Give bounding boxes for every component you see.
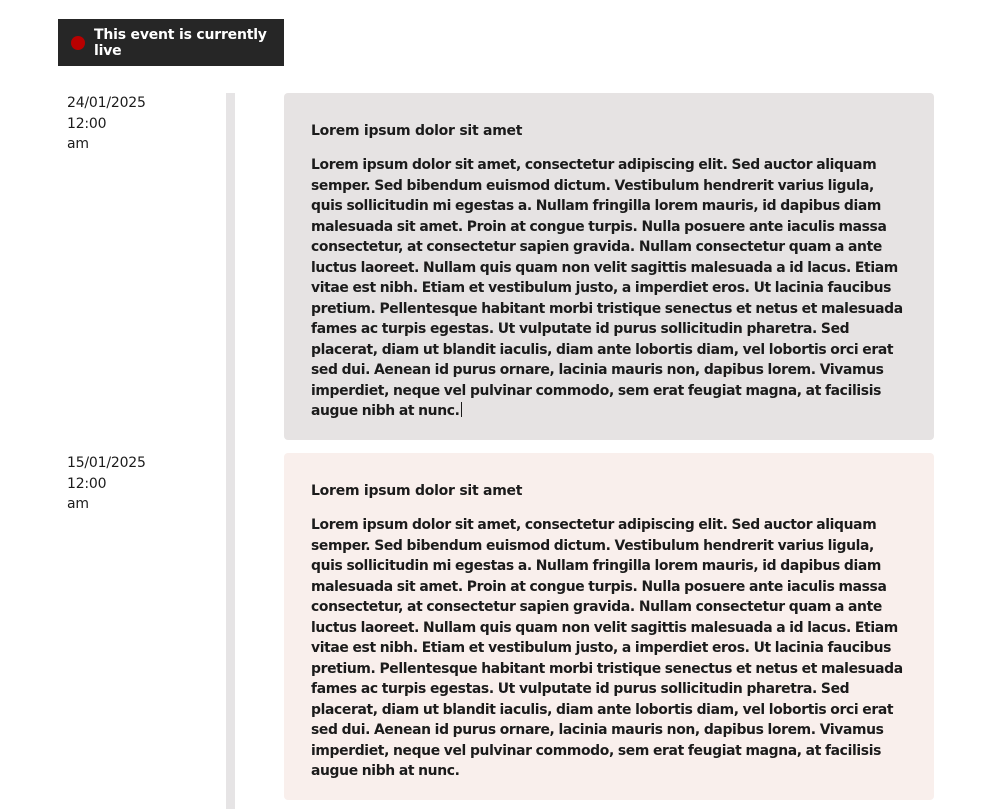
entry-title: Lorem ipsum dolor sit amet	[311, 483, 523, 499]
timeline-entry-card-1	[284, 93, 934, 440]
text-cursor	[461, 402, 462, 417]
entry-date-day: 24/01/2025	[67, 95, 146, 111]
entry-date-2	[67, 453, 187, 515]
entry-body-text[interactable]: Lorem ipsum dolor sit amet, consectetur adipiscing elit. Sed auctor aliquam semper. Sed bibendum euismod dictum. Vestibulum hendrerit varius ligula, quis sollicitudin mi egestas a. Nullam fringilla lorem mauris, id dapibus diam malesuada sit amet. Proin at congue turpis. Nulla posuere ante iaculis massa consectetur, at consectetur sapien gravida. Nullam consectetur quam a ante luctus laoreet. Nullam quis quam non velit sagittis malesuada a id lacus. Etiam vitae est nibh. Etiam et vestibulum justo, a imperdiet eros. Ut lacinia faucibus pretium. Pellentesque habitant morbi tristique senectus et netus et malesuada fames ac turpis egestas. Ut vulputate id purus sollicitudin pharetra. Sed placerat, diam ut blandit iaculis, diam ante lobortis diam, vel lobortis orci erat sed dui. Aenean id purus ornare, lacinia mauris non, dapibus lorem. Vivamus imperdiet, neque vel pulvinar commodo, sem erat feugiat magna, at facilisis augue nibh at nunc.	[311, 517, 903, 779]
entry-body-text[interactable]: Lorem ipsum dolor sit amet, consectetur adipiscing elit. Sed auctor aliquam semper. Sed bibendum euismod dictum. Vestibulum hendrerit varius ligula, quis sollicitudin mi egestas a. Nullam fringilla lorem mauris, id dapibus diam malesuada sit amet. Proin at congue turpis. Nulla posuere ante iaculis massa consectetur, at consectetur sapien gravida. Nullam consectetur quam a ante luctus laoreet. Nullam quis quam non velit sagittis malesuada a id lacus. Etiam vitae est nibh. Etiam et vestibulum justo, a imperdiet eros. Ut lacinia faucibus pretium. Pellentesque habitant morbi tristique senectus et netus et malesuada fames ac turpis egestas. Ut vulputate id purus sollicitudin pharetra. Sed placerat, diam ut blandit iaculis, diam ante lobortis diam, vel lobortis orci erat sed dui. Aenean id purus ornare, lacinia mauris non, dapibus lorem. Vivamus imperdiet, neque vel pulvinar commodo, sem erat feugiat magna, at facilisis augue nibh at nunc.	[311, 157, 903, 419]
entry-title: Lorem ipsum dolor sit amet	[311, 123, 523, 139]
entry-date-meridiem: am	[67, 496, 89, 512]
live-event-label: This event is currently live	[94, 26, 267, 59]
timeline-line	[226, 93, 235, 809]
entry-date-time: 12:00	[67, 115, 107, 132]
entry-date-day: 15/01/2025	[67, 455, 146, 471]
live-dot-icon	[71, 36, 85, 50]
live-event-banner	[58, 19, 284, 66]
entry-date-meridiem: am	[67, 136, 89, 152]
entry-date-time: 12:00	[67, 475, 107, 492]
timeline-entry-card-2	[284, 453, 934, 800]
entry-date-1	[67, 93, 187, 155]
